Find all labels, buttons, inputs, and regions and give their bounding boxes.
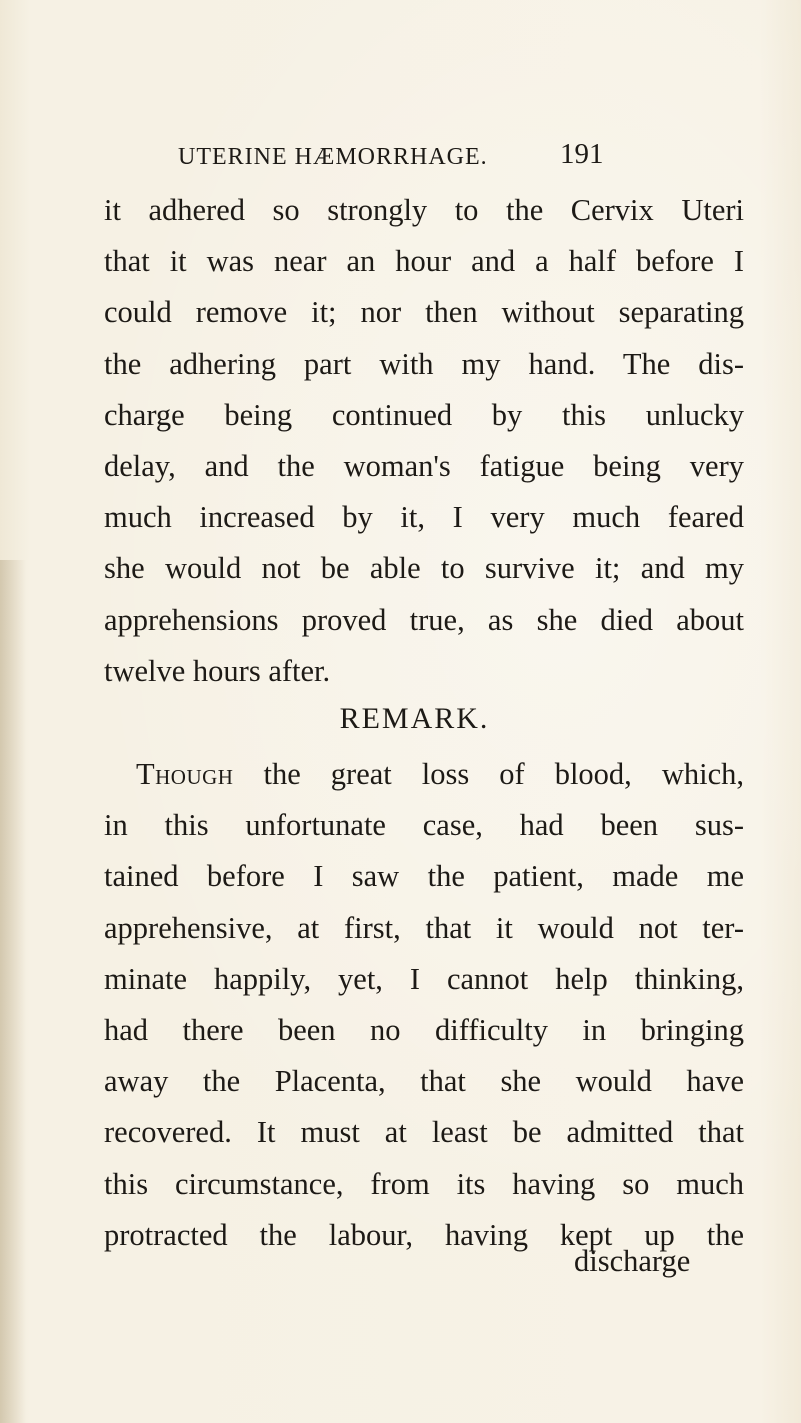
page-number: 191 xyxy=(560,138,604,170)
text-line: this circumstance, from its having so much xyxy=(104,1166,744,1201)
page-header xyxy=(178,138,604,178)
first-line-rest: the great loss of blood, which, xyxy=(233,757,744,791)
text-line: apprehensions proved true, as she died about xyxy=(104,602,744,637)
text-line: could remove it; nor then without separating xyxy=(104,295,744,330)
text-line-first xyxy=(104,749,744,800)
paragraph-1 xyxy=(104,185,744,697)
text-line: the adhering part with my hand. The dis- xyxy=(104,346,744,381)
text-line: protracted the labour, having kept up the xyxy=(104,1217,744,1252)
drop-word: Though xyxy=(136,757,234,791)
text-line: it adhered so strongly to the Cervix Uteri xyxy=(104,193,744,227)
text-line: that it was near an hour and a half before I xyxy=(104,244,744,279)
running-head: UTERINE HÆMORRHAGE. xyxy=(178,144,488,170)
text-line: twelve hours after. xyxy=(104,653,331,688)
text-line: much increased by it, I very much feared xyxy=(104,500,744,535)
text-line: she would not be able to survive it; and my xyxy=(104,551,744,586)
binding-shadow xyxy=(0,560,26,1423)
text-line: away the Placenta, that she would have xyxy=(104,1064,744,1099)
text-line: recovered. It must at least be admitted that xyxy=(104,1115,744,1150)
text-line: tained before I saw the patient, made me xyxy=(104,859,744,894)
text-line: minate happily, yet, I cannot help thinking, xyxy=(104,961,744,996)
text-line: apprehensive, at first, that it would not ter- xyxy=(104,910,744,945)
remark-paragraph xyxy=(104,749,744,1261)
text-line: delay, and the woman's fatigue being very xyxy=(104,448,744,483)
catchword: discharge xyxy=(574,1244,691,1278)
section-heading: REMARK. xyxy=(339,702,490,735)
text-line: charge being continued by this unlucky xyxy=(104,397,744,432)
text-line: in this unfortunate case, had been sus- xyxy=(104,808,744,843)
text-line: had there been no difficulty in bringing xyxy=(104,1012,744,1047)
